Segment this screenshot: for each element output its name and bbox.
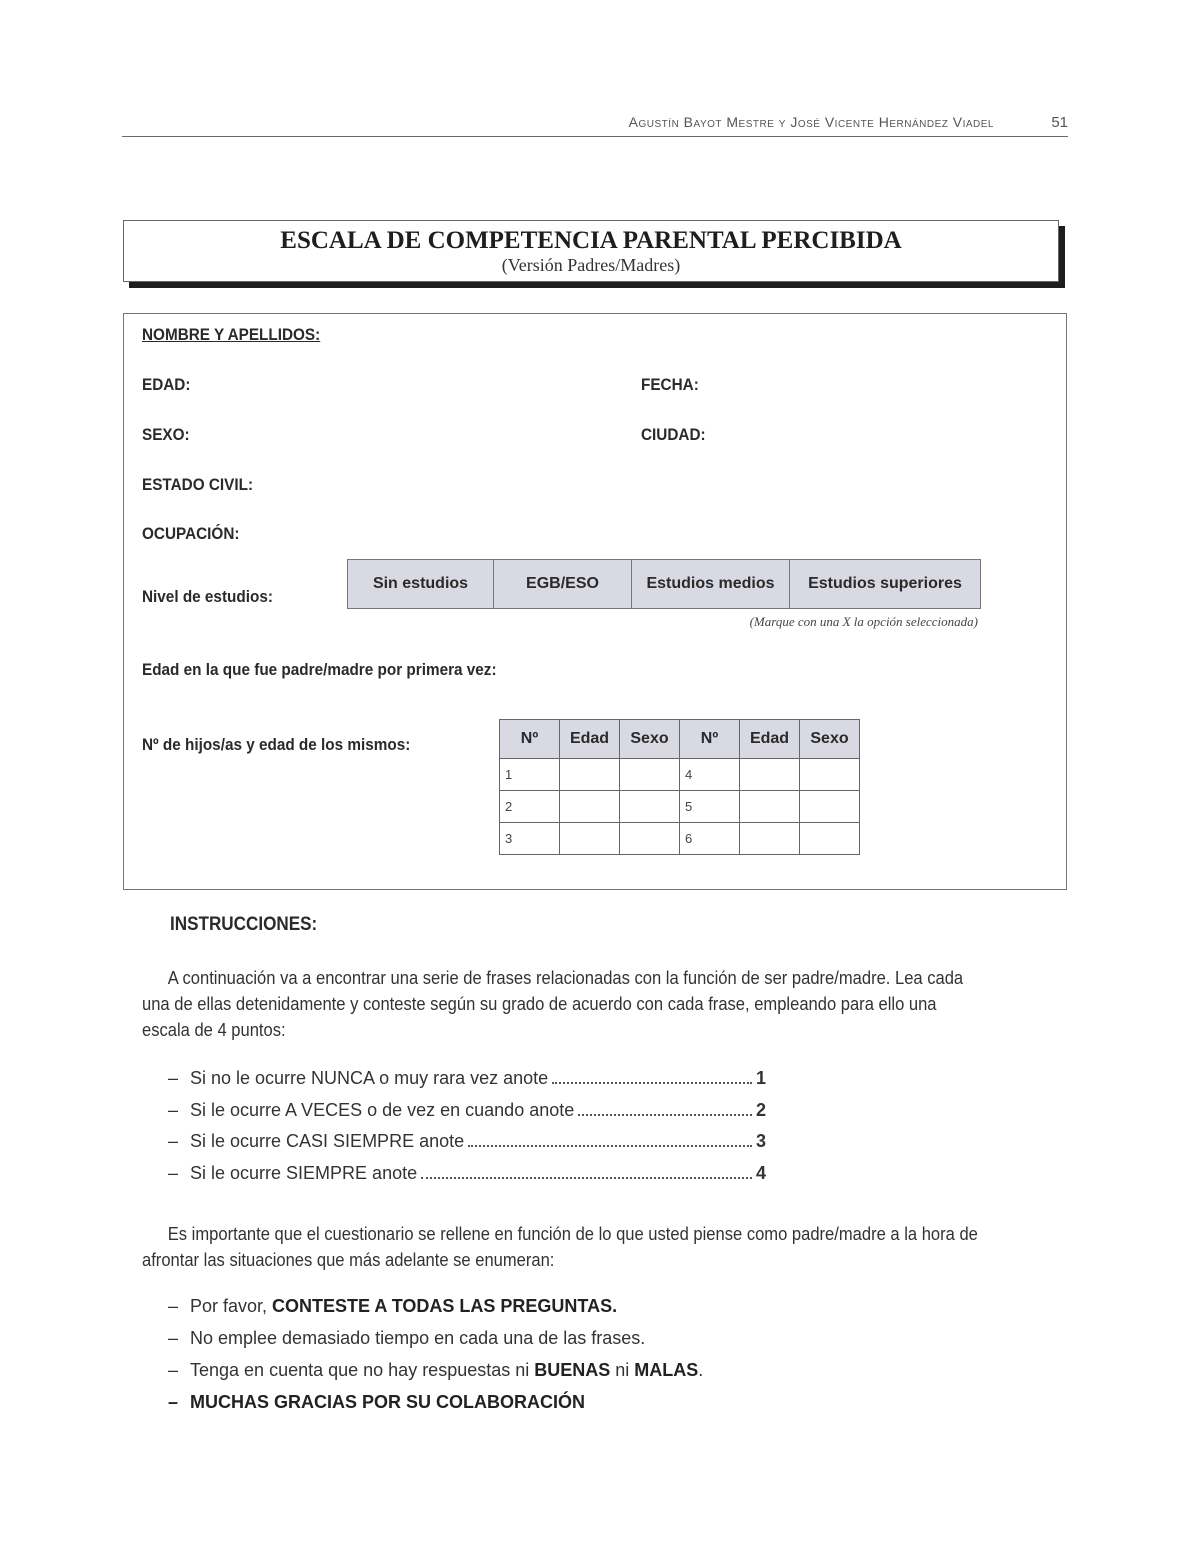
list-dash: – — [168, 1068, 179, 1088]
header-n: Nº — [500, 720, 560, 759]
tips-list — [168, 1296, 968, 1424]
scale-text: Si le ocurre CASI SIEMPRE anote — [190, 1131, 465, 1151]
tip2-text: No emplee demasiado tiempo en cada una de las frases. — [190, 1328, 646, 1348]
dot-leader — [578, 1114, 752, 1116]
scale-value: 4 — [756, 1162, 767, 1183]
table-row — [500, 791, 860, 823]
list-item — [168, 1131, 768, 1163]
instructions-important: Es importante que el cuestionario se rellene en función de lo que usted piense como padre/madre a la hora de afrontar las situaciones que más adelante se enumeran: — [142, 1224, 978, 1270]
list-item — [168, 1068, 768, 1100]
tip3-bold-buenas: BUENAS — [534, 1360, 611, 1380]
child-number: 1 — [500, 759, 560, 791]
list-dash: – — [168, 1131, 179, 1151]
list-item — [168, 1163, 768, 1195]
study-note: (Marque con una X la opción seleccionada) — [749, 614, 978, 629]
list-item — [168, 1100, 768, 1132]
tip-text — [190, 1296, 617, 1328]
sexo-label: SEXO: — [142, 425, 190, 444]
list-dash: – — [168, 1296, 179, 1316]
header-n: Nº — [680, 720, 740, 759]
dot-leader — [421, 1177, 752, 1179]
tip-text — [190, 1360, 703, 1392]
dot-leader — [468, 1145, 752, 1147]
child-number: 3 — [500, 823, 560, 855]
authors: Agustín Bayot Mestre y José Vicente Hernández Viadel — [628, 114, 994, 130]
child-number: 4 — [680, 759, 740, 791]
tip1-bold: CONTESTE A TODAS LAS PREGUNTAS. — [272, 1296, 618, 1316]
page-title: ESCALA DE COMPETENCIA PARENTAL PERCIBIDA — [280, 227, 902, 254]
dot-leader — [552, 1082, 752, 1084]
list-dash: – — [168, 1099, 179, 1120]
tip3-mid: ni — [610, 1360, 635, 1380]
scale-text: Si le ocurre A VECES o de vez en cuando anote — [190, 1099, 575, 1120]
child-age-cell[interactable] — [560, 823, 620, 855]
ciudad-label: CIUDAD: — [641, 425, 706, 444]
edad-label: EDAD: — [142, 375, 191, 394]
list-dash: – — [168, 1360, 179, 1380]
scale-value: 2 — [756, 1099, 767, 1120]
header-edad: Edad — [560, 720, 620, 759]
running-header — [122, 110, 1068, 137]
tip3-suffix: . — [698, 1360, 704, 1380]
list-item — [168, 1392, 968, 1424]
scale-text: Si no le ocurre NUNCA o muy rara vez anote — [190, 1068, 549, 1088]
tip1-prefix: Por favor, — [190, 1296, 273, 1316]
header-sexo: Sexo — [620, 720, 680, 759]
table-row — [500, 759, 860, 791]
study-option-sin-estudios[interactable]: Sin estudios — [348, 560, 494, 608]
page-subtitle: (Versión Padres/Madres) — [501, 255, 681, 275]
hijos-label: Nº de hijos/as y edad de los mismos: — [142, 735, 411, 754]
title-box — [123, 220, 1059, 282]
header-sexo: Sexo — [800, 720, 860, 759]
child-age-cell[interactable] — [560, 791, 620, 823]
scale-value: 3 — [756, 1131, 767, 1151]
list-item — [168, 1296, 968, 1328]
child-sex-cell[interactable] — [620, 759, 680, 791]
child-number: 2 — [500, 791, 560, 823]
child-sex-cell[interactable] — [800, 759, 860, 791]
children-table — [499, 719, 860, 855]
instructions-intro: A continuación va a encontrar una serie de frases relacionadas con la función de ser padre/madre. Lea cada una de ellas detenidamente y conteste según su grado de acuerdo con cada frase, empleando para ello una escala de 4 puntos: — [142, 968, 964, 1040]
fecha-label: FECHA: — [641, 375, 699, 394]
study-option-estudios-medios[interactable]: Estudios medios — [632, 560, 790, 608]
header-edad: Edad — [740, 720, 800, 759]
tip4-bold: MUCHAS GRACIAS POR SU COLABORACIÓN — [190, 1392, 586, 1412]
study-level-table — [347, 559, 981, 609]
children-table-header — [500, 720, 860, 759]
list-item — [168, 1360, 968, 1392]
list-dash: – — [168, 1328, 179, 1348]
nivel-estudios-label: Nivel de estudios: — [142, 587, 273, 606]
child-sex-cell[interactable] — [800, 823, 860, 855]
child-age-cell[interactable] — [560, 759, 620, 791]
study-option-egb-eso[interactable]: EGB/ESO — [494, 560, 632, 608]
tip3-bold-malas: MALAS — [634, 1360, 699, 1380]
child-number: 6 — [680, 823, 740, 855]
scale-list — [168, 1068, 768, 1194]
child-sex-cell[interactable] — [620, 823, 680, 855]
study-option-estudios-superiores[interactable]: Estudios superiores — [808, 575, 962, 592]
list-dash: – — [168, 1162, 179, 1183]
estado-civil-label: ESTADO CIVIL: — [142, 475, 254, 494]
scale-value: 1 — [756, 1068, 767, 1088]
page-number: 51 — [1051, 114, 1068, 131]
edad-primera-vez-label: Edad en la que fue padre/madre por primera vez: — [142, 660, 497, 679]
tip3-prefix: Tenga en cuenta que no hay respuestas ni — [190, 1360, 535, 1380]
child-age-cell[interactable] — [740, 823, 800, 855]
instructions-heading: INSTRUCCIONES: — [170, 914, 318, 935]
child-age-cell[interactable] — [740, 791, 800, 823]
list-dash: – — [168, 1392, 179, 1412]
list-item — [168, 1328, 968, 1360]
child-age-cell[interactable] — [740, 759, 800, 791]
ocupacion-label: OCUPACIÓN: — [142, 524, 240, 543]
nombre-label: NOMBRE Y APELLIDOS: — [142, 325, 321, 344]
child-number: 5 — [680, 791, 740, 823]
child-sex-cell[interactable] — [800, 791, 860, 823]
child-sex-cell[interactable] — [620, 791, 680, 823]
scale-text: Si le ocurre SIEMPRE anote — [190, 1162, 418, 1183]
table-row — [500, 823, 860, 855]
